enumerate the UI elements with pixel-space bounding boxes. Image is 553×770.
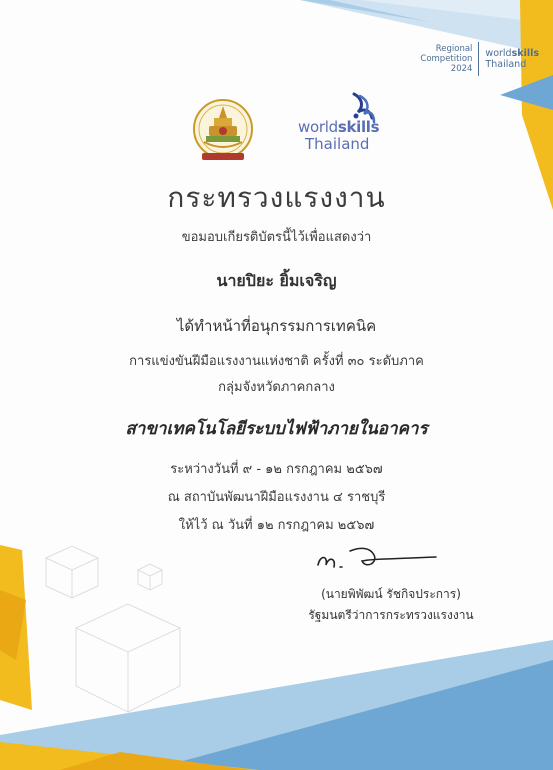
signature [310, 533, 440, 577]
logo-word-light: world [298, 118, 338, 136]
signatory-name: (นายพิพัฒน์ รัชกิจประการ) [321, 587, 461, 601]
regional-competition-badge [420, 42, 539, 76]
role-text: ได้ทำหน้าที่อนุกรรมการเทคนิค [176, 317, 377, 335]
venue: ณ สถาบันพัฒนาฝีมือแรงงาน ๔ ราชบุรี [167, 490, 386, 505]
competition-line-1: การแข่งขันฝีมือแรงงานแห่งชาติ ครั้งที่ ๓๐ ระดับภาค [129, 354, 424, 369]
date-range: ระหว่างวันที่ ๙ - ๑๒ กรกฎาคม ๒๕๖๗ [170, 462, 383, 477]
badge-line-2: Competition [420, 54, 473, 64]
badge-brand-bold: skills [511, 48, 539, 59]
issue-date: ให้ไว้ ณ วันที่ ๑๒ กรกฎาคม ๒๕๖๗ [178, 518, 375, 533]
organization-title: กระทรวงแรงงาน [167, 181, 386, 214]
intro-text: ขอมอบเกียรติบัตรนี้ไว้เพื่อแสดงว่า [181, 230, 372, 245]
signatory-block [296, 584, 486, 626]
badge-line-1: Regional [435, 44, 473, 54]
certificate-body [0, 176, 553, 535]
branch-title: สาขาเทคโนโลยีระบบไฟฟ้าภายในอาคาร [125, 419, 428, 439]
badge-brand-country: Thailand [485, 59, 527, 70]
emblem-icon [192, 98, 254, 164]
signatory-title: รัฐมนตรีว่าการกระทรวงแรงงาน [308, 608, 474, 622]
badge-brand-light: world [485, 48, 512, 59]
badge-divider [478, 42, 479, 76]
competition-line-2: กลุ่มจังหวัดภาคกลาง [218, 380, 335, 395]
badge-line-3: 2024 [450, 64, 473, 74]
logo-word-bold: skills [337, 118, 380, 136]
worldskills-thailand-logo [298, 92, 388, 156]
logo-country: Thailand [305, 135, 370, 153]
recipient-name: นายปิยะ ยิ้มเจริญ [216, 271, 337, 290]
